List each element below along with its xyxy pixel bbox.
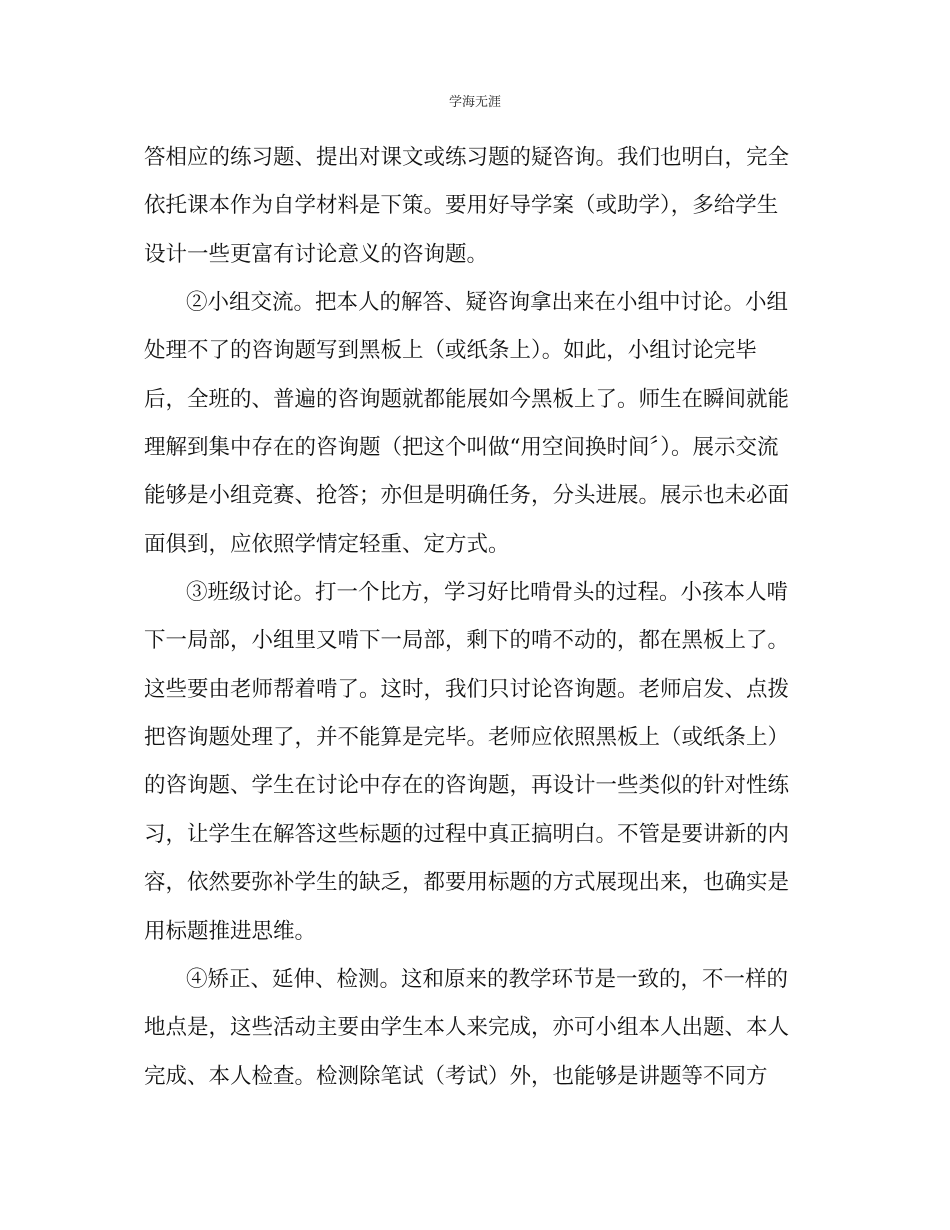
text-line: 把咨询题处理了，并不能算是完毕。老师应依照黑板上（或纸条上） (144, 725, 790, 751)
text-line: 面俱到，应依照学情定轻重、定方式。 (144, 531, 510, 557)
text-line: 依托课本作为自学材料是下策。要用好导学案（或助学），多给学生 (144, 193, 779, 219)
text-line: 完成、本人检查。检测除笔试（考试）外，也能够是讲题等不同方 (144, 1063, 768, 1089)
text-line: 容，依然要弥补学生的缺乏，都要用标题的方式展现出来，也确实是 (144, 870, 790, 896)
text-line: 处理不了的咨询题写到黑板上（或纸条上）。如此，小组讨论完毕 (144, 338, 757, 364)
text-line: 能够是小组竞赛、抢答；亦但是明确任务，分头进展。展示也未必面 (144, 483, 790, 509)
text-line: 理解到集中存在的咨询题（把这个叫做“用空间换时间〞）。展示交流 (144, 435, 779, 461)
paragraph-start-line: ②小组交流。把本人的解答、疑咨询拿出来在小组中讨论。小组 (186, 290, 789, 316)
body-text (144, 134, 809, 1101)
paragraph-start-line: ④矫正、延伸、检测。这和原来的教学环节是一致的，不一样的 (186, 966, 789, 992)
text-line: 下一局部，小组里又啃下一局部，剩下的啃不动的，都在黑板上了。 (144, 628, 790, 654)
page-header: 学海无涯 (448, 95, 501, 110)
text-line: 用标题推进思维。 (144, 918, 317, 944)
text-line: 答相应的练习题、提出对课文或练习题的疑咨询。我们也明白，完全 (144, 145, 790, 170)
text-line: 设计一些更富有讨论意义的咨询题。 (144, 241, 489, 267)
text-line: 这些要由老师帮着啃了。这时，我们只讨论咨询题。老师启发、点拨 (144, 676, 790, 702)
paragraph-start-line: ③班级讨论。打一个比方，学习好比啃骨头的过程。小孩本人啃 (186, 580, 789, 606)
text-line: 的咨询题、学生在讨论中存在的咨询题，再设计一些类似的针对性练 (144, 773, 790, 799)
text-line: 后，全班的、普遍的咨询题就都能展如今黑板上了。师生在瞬间就能 (144, 386, 790, 412)
text-line: 习，让学生在解答这些标题的过程中真正搞明白。不管是要讲新的内 (144, 821, 790, 847)
text-line: 地点是，这些活动主要由学生本人来完成，亦可小组本人出题、本人 (144, 1015, 790, 1041)
